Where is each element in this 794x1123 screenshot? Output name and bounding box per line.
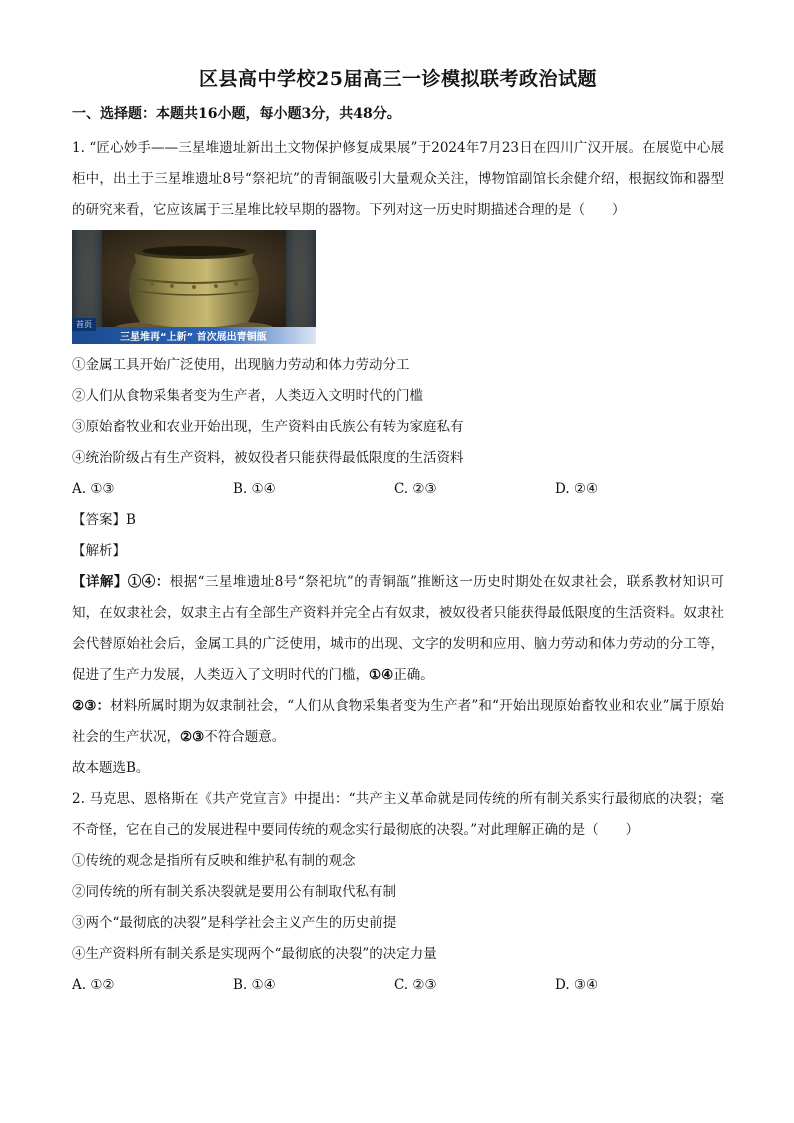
- question-1-analysis-label: 【解析】: [72, 543, 126, 559]
- question-1-option-a: A. ①③: [72, 481, 115, 497]
- question-1-option-b: B. ①④: [233, 481, 276, 497]
- bronze-vessel-image: [72, 230, 316, 344]
- question-1-answer: 【答案】B: [72, 512, 136, 528]
- question-2-stem: 2. 马克思、恩格斯在《共产党宣言》中提出：“共产主义革命就是同传统的所有制关系实行最彻底的决裂；毫不奇怪，它在自己的发展进程中要同传统的观念实行最彻底的决裂。”对此理解正确的是（ ）: [72, 791, 724, 838]
- section-heading: 一、选择题：本题共16小题，每小题3分，共48分。: [72, 106, 401, 122]
- image-caption: 三星堆再“上新” 首次展出青铜瓿: [120, 332, 267, 343]
- detail-text: 根据“三星堆遗址8号“祭祀坑”的青铜瓿”推断这一历史时期处在奴隶社会，联系教材知识可知，在奴隶社会，奴隶主占有全部生产资料并完全占有奴隶，被奴役者只能获得最低限度的生活资料。奴隶社会代替原始社会后，金属工具的广泛使用，城市的出现、文字的发明和应用、脑力劳动和体力劳动的分工等，促进了生产力发展，人类迈入了文明时代的门槛，: [72, 574, 725, 683]
- question-2-option-c: C. ②③: [394, 977, 437, 993]
- question-2-option-b: B. ①④: [233, 977, 276, 993]
- detail-end: 正确。: [393, 667, 434, 683]
- question-2-option-a: A. ①②: [72, 977, 115, 993]
- image-caption-bar: [72, 320, 316, 344]
- question-1-option-d: D. ②④: [555, 481, 599, 497]
- question-1-conclusion: 故本题选B。: [72, 760, 150, 776]
- detail-2-end: 不符合题意。: [204, 729, 286, 745]
- question-2-option-d: D. ③④: [555, 977, 599, 993]
- image-caption-tag: 首页: [72, 318, 96, 331]
- page-title: 区县高中学校25届高三一诊模拟联考政治试题: [199, 68, 597, 90]
- detail-label: 【详解】①④：: [72, 574, 170, 590]
- detail-2-text: 材料所属时期为奴隶制社会，“人们从食物采集者变为生产者”和“开始出现原始畜牧业和农业”属于原始社会的生产状况，: [72, 698, 724, 745]
- question-2-item-2: ②同传统的所有制关系决裂就是要用公有制取代私有制: [72, 884, 396, 900]
- question-1-options: [72, 474, 724, 505]
- question-1-item-2: ②人们从食物采集者变为生产者，人类迈入文明时代的门槛: [72, 388, 423, 404]
- question-1-item-3: ③原始畜牧业和农业开始出现，生产资料由氏族公有转为家庭私有: [72, 419, 464, 435]
- question-1-stem: 1. “匠心妙手——三星堆遗址新出土文物保护修复成果展”于2024年7月23日在四川广汉开展。在展览中心展柜中，出土于三星堆遗址8号“祭祀坑”的青铜瓿吸引大量观众关注，博物馆副馆长余健介绍，根据纹饰和器型的研究来看，它应该属于三星堆比较早期的器物。下列对这一历史时期描述合理的是（ ）: [72, 140, 724, 218]
- question-1-item-4: ④统治阶级占有生产资料，被奴役者只能获得最低限度的生活资料: [72, 450, 464, 466]
- question-1-detail: [72, 567, 724, 691]
- detail-bold-end: ①④: [369, 667, 394, 683]
- question-2-options: [72, 970, 724, 1001]
- question-1-option-c: C. ②③: [394, 481, 437, 497]
- question-2-item-1: ①传统的观念是指所有反映和维护私有制的观念: [72, 853, 356, 869]
- exam-page: [72, 64, 724, 1001]
- question-1-item-1: ①金属工具开始广泛使用，出现脑力劳动和体力劳动分工: [72, 357, 410, 373]
- question-2-item-4: ④生产资料所有制关系是实现两个“最彻底的决裂”的决定力量: [72, 946, 437, 962]
- question-2: [72, 784, 724, 1001]
- question-1: [72, 133, 724, 784]
- question-2-item-3: ③两个“最彻底的决裂”是科学社会主义产生的历史前提: [72, 915, 397, 931]
- detail-2-bold-end: ②③: [180, 729, 205, 745]
- detail-2-label: ②③：: [72, 698, 111, 714]
- question-1-detail-2: [72, 691, 724, 753]
